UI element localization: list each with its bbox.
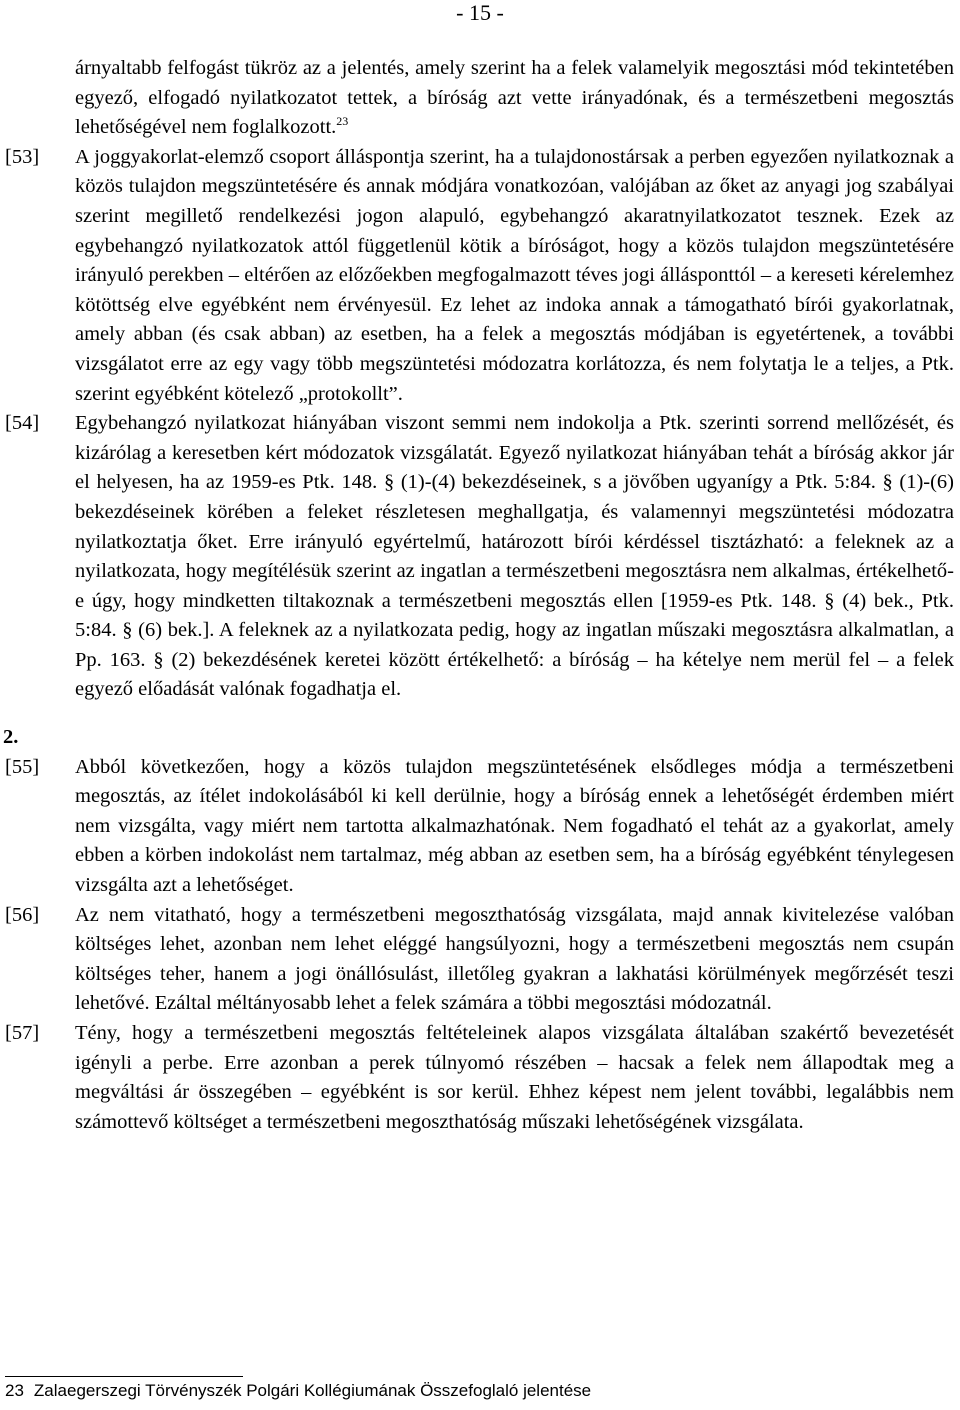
footnote-text: Zalaegerszegi Törvényszék Polgári Kollégiumának Összefoglaló jelentése xyxy=(33,1381,592,1400)
paragraph-number: [54] xyxy=(5,412,40,435)
paragraph-text: Abból következően, hogy a közös tulajdon megszüntetésének elsődleges módja a természetbeni megosztás, az ítélet indokolásából ki kell derülnie, hogy a bíróság ennek a lehetőségét érdemben miért nem vizsgálta, vagy miért nem tartotta alkalmazhatónak. Nem fogadható el tehát az a gyakorlat, amely ebben a körben indokolást nem tartalmaz, még abban az esetben sem, ha a bíróság egyébként ténylegesen vizsgálta azt a lehetőséget. xyxy=(75,755,954,897)
intro-text: árnyaltabb felfogást tükröz az a jelentés, amely szerint ha a felek valamelyik megosztási mód tekintetében egyező, elfogadó nyilatkozatot tettek, a bíróság azt vette irányadónak, és a természetbeni megosztás lehetőségével nem foglalkozott. xyxy=(75,57,954,139)
footnote-number: 23 xyxy=(5,1381,24,1400)
page-number: - 15 - xyxy=(456,0,504,25)
paragraph-number: [57] xyxy=(5,1022,40,1044)
footnote-reference: 23 xyxy=(336,114,349,129)
paragraph-56 xyxy=(0,901,960,1019)
paragraph-57 xyxy=(0,1019,960,1137)
paragraph-text: Az nem vitatható, hogy a természetbeni megoszthatóság vizsgálata, majd annak kivitelezése valóban költséges lehet, azonban nem lehet eléggé hangsúlyozni, hogy a természetbeni megosztás nem csupán költséges teher, hanem a jogi önállósulást, illetőleg gyakran a lakhatási körülmények megőrzését teszi lehetővé. Ezáltal méltányosabb lehet a felek számára a többi megosztási módozatnál. xyxy=(75,903,954,1015)
footnote-divider xyxy=(5,1376,243,1377)
paragraph-text: Egybehangzó nyilatkozat hiányában viszont semmi nem indokolja a Ptk. szerinti sorrend mellőzését, és kizárólag a keresetben kért módozatok vizsgálatát. Egyező nyilatkozat hiányában tehát a bíróság akkor jár el helyesen, ha az 1959-es Ptk. 148. § (1)-(4) bekezdéseinek, s a jövőben ugyanígy a Ptk. 5:84. § (1)-(6) bekezdéseinek körében a feleket részletesen meghallgatja, és valamennyi megszüntetési módozatra nyilatkoztatja őket. Erre irányuló egyértelmű, határozott bírói kérdéssel tisztázható: a feleknek az a nyilatkozata, hogy megítélésük szerint az ingatlan a természetbeni megosztásra nem alkalmas, értékelhető-e úgy, hogy mindketten tiltakoznak a természetbeni megosztás ellen [1959-es Ptk. 148. § (4) bek., Ptk. 5:84. § (6) bek.]. A feleknek az a nyilatkozata pedig, hogy az ingatlan műszaki megosztásra alkalmatlan, a Pp. 163. § (2) bekezdésének keretei között értékelhető: a bíróság – ha kételye nem merül fel – a felek egyező előadását valónak fogadhatja el. xyxy=(75,412,954,701)
paragraph-number: [56] xyxy=(5,903,40,926)
footnote xyxy=(5,1380,591,1402)
paragraph-number: [55] xyxy=(5,755,40,778)
paragraph-text: A joggyakorlat-elemző csoport álláspontja szerint, ha a tulajdonostársak a perben egyezően nyilatkoznak a közös tulajdon megszüntetésére és annak módjára vonatkozóan, valójában az őket az anyagi jog szabályai szerint megillető rendelkezési jogon alapuló, egybehangzó akaratnyilatkozatot tesznek. Ezek az egybehangzó nyilatkozatok attól függetlenül kötik a bíróságot, hogy a közös tulajdon megszüntetésére irányuló perekben – eltérően az előzőekben megfogalmazott téves jogi állásponttól – a kereseti kérelemhez kötöttség elve egyébként nem érvényesül. Ez lehet az indoka annak a támogatható bírói gyakorlatnak, amely abban (és csak abban) az esetben, ha a felek a megosztás módjában is egyetértenek, a további vizsgálatot erre az egy vagy több megszüntetési módozatra korlátozza, és nem folytatja le a teljes, a Ptk. szerint egyébként kötelező „protokollt”. xyxy=(75,145,954,405)
paragraph-54 xyxy=(0,409,960,705)
paragraph-55 xyxy=(0,753,960,901)
paragraph-text: Tény, hogy a természetbeni megosztás feltételeinek alapos vizsgálata általában szakértő bevezetését igényli a perbe. Erre azonban a perek túlnyomó részében – hacsak a felek nem állapodtak meg a megváltási ár összegében – egyébként is sor kerül. Ehhez képest nem jelent további, legalábbis nem számottevő költséget a természetbeni megoszthatóság műszaki lehetőségének vizsgálata. xyxy=(75,1022,954,1133)
intro-paragraph xyxy=(0,54,960,143)
paragraph-53 xyxy=(0,143,960,409)
paragraph-number: [53] xyxy=(5,145,40,168)
document-body xyxy=(0,54,960,1137)
section-heading: 2. xyxy=(3,726,19,749)
